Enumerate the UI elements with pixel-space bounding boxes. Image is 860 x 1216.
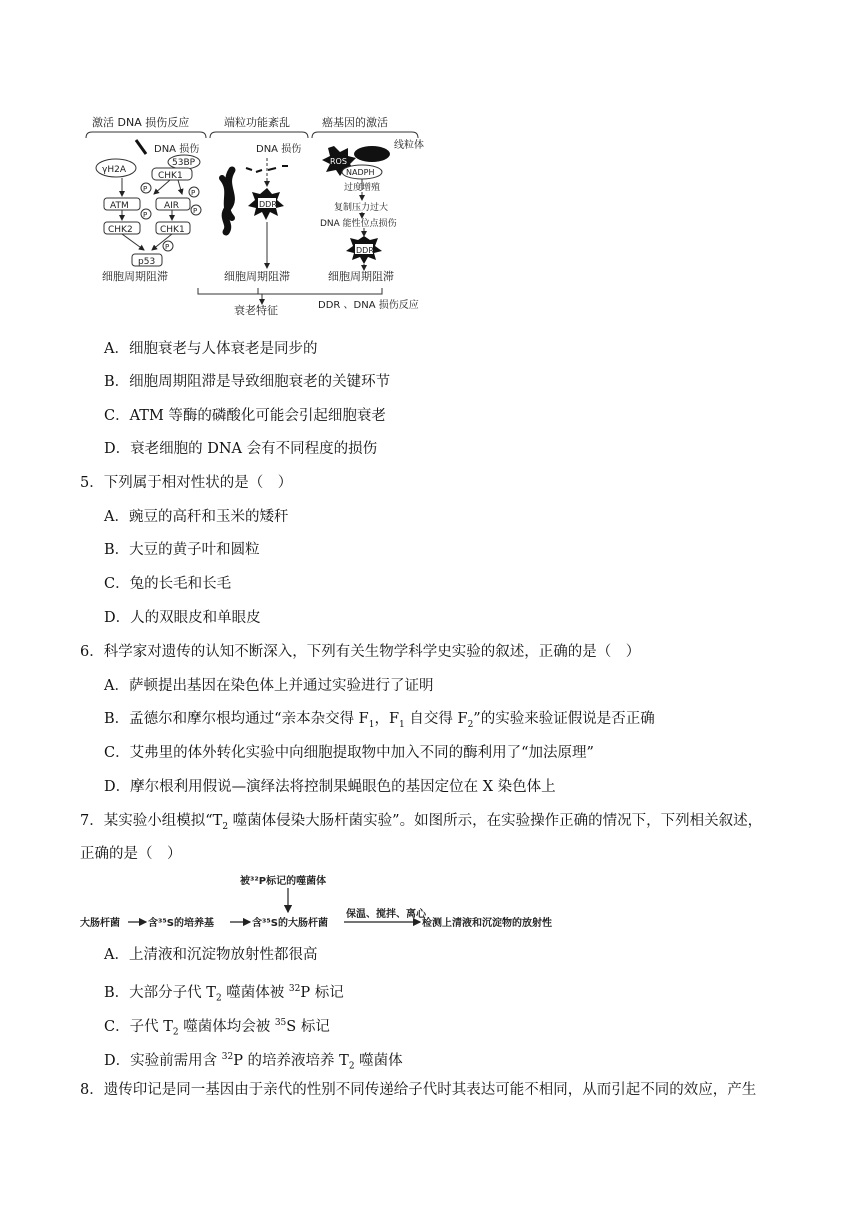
q7-d-text: 噬菌体 — [354, 1052, 403, 1069]
q4-option-c[interactable]: C．ATM 等酶的磷酸化可能会引起细胞衰老 — [104, 408, 386, 424]
q5-option-c[interactable]: C．兔的长毛和长毛 — [104, 576, 232, 592]
node-chk1-top: CHK1 — [158, 171, 183, 181]
q7-option-b[interactable] — [104, 979, 344, 1009]
q7-stem-sub: 2 — [222, 821, 229, 832]
header-telomere: 端粒功能紊乱 — [224, 116, 290, 129]
q6-option-d[interactable]: D．摩尔根利用假说—演绎法将控制果蝇眼色的基因定位在 X 染色体上 — [104, 779, 556, 795]
phospho-5: P — [165, 243, 170, 251]
phage-experiment-figure — [80, 872, 620, 932]
header-dna-damage-response: 激活 DNA 损伤反应 — [92, 116, 190, 129]
q5-option-b[interactable]: B．大豆的黄子叶和圆粒 — [104, 542, 260, 558]
middle-dna-damage-label: DNA 损伤 — [256, 144, 302, 155]
node-atm: ATM — [110, 201, 129, 211]
q7-b-sup: 32 — [288, 984, 301, 994]
q7-c-text: 噬菌体均会被 — [178, 1018, 275, 1035]
q7-stem-line2: 正确的是（ ） — [80, 846, 182, 862]
node-53bp: 53BP — [172, 158, 196, 168]
q4-option-d[interactable]: D．衰老细胞的 DNA 会有不同程度的损伤 — [104, 441, 378, 457]
q6-b-text: 自交得 F — [404, 711, 468, 727]
q7-option-d[interactable] — [104, 1047, 403, 1077]
node-chk1-bottom: CHK1 — [160, 225, 185, 235]
right-step-3: DNA 能性位点损伤 — [320, 219, 397, 229]
q4-option-a[interactable]: A．细胞衰老与人体衰老是同步的 — [104, 341, 318, 357]
q7-b-text: 噬菌体被 — [221, 984, 289, 1001]
q7-d-text: D．实验前需用含 — [104, 1052, 222, 1069]
q6-b-text: ”的实验来验证假说是否正确 — [473, 711, 655, 727]
middle-outcome: 细胞周期阻滞 — [224, 270, 290, 283]
q7-b-text: B．大部分子代 T — [104, 984, 216, 1001]
q7-b-sub: 2 — [215, 993, 222, 1004]
q7-b-text: P 标记 — [300, 984, 344, 1001]
flow-labeled-ecoli: 含³⁵S的大肠杆菌 — [252, 918, 328, 929]
senescence-pathway-figure — [82, 108, 430, 318]
q7-option-a[interactable]: A．上清液和沉淀物放射性都很高 — [104, 947, 318, 963]
phospho-2: P — [191, 189, 196, 197]
header-oncogene: 癌基因的激活 — [322, 116, 388, 129]
q7-stem — [80, 811, 762, 837]
q5-stem: 5．下列属于相对性状的是（ ） — [80, 475, 293, 491]
q7-stem-text: 噬菌体侵染大肠杆菌实验”。如图所示，在实验操作正确的情况下，下列相关叙述， — [228, 813, 763, 829]
q7-d-sub: 2 — [348, 1061, 355, 1072]
phospho-3: P — [143, 211, 148, 219]
q7-c-text: S 标记 — [286, 1018, 330, 1035]
q6-b-sub: 1 — [399, 719, 405, 730]
q7-c-sub: 2 — [172, 1027, 179, 1038]
q7-c-text: C．子代 T — [104, 1018, 173, 1035]
flow-ecoli: 大肠杆菌 — [80, 918, 120, 929]
q5-option-a[interactable]: A．豌豆的高秆和玉米的矮秆 — [104, 509, 289, 525]
flow-medium: 含³⁵S的培养基 — [148, 918, 214, 929]
q8-stem: 8．遗传印记是同一基因由于亲代的性别不同传递给子代时其表达可能不相同，从而引起不同的效应，产生 — [80, 1082, 757, 1098]
node-air: AIR — [164, 201, 180, 211]
flow-detect: 检测上清液和沉淀物的放射性 — [422, 918, 552, 929]
middle-ddr: DDR — [259, 200, 277, 209]
phospho-1: P — [143, 185, 148, 193]
q6-option-b[interactable] — [104, 709, 655, 735]
left-outcome: 细胞周期阻滞 — [102, 270, 168, 283]
q6-option-c[interactable]: C．艾弗里的体外转化实验中向细胞提取物中加入不同的酶利用了“加法原理” — [104, 745, 594, 761]
right-ddr: DDR — [356, 246, 374, 255]
node-gh2a: γH2A — [102, 165, 126, 175]
node-chk2: CHK2 — [108, 225, 133, 235]
q7-c-sup: 35 — [274, 1018, 287, 1028]
right-step-1: 过度增殖 — [344, 183, 381, 193]
q6-b-sub: 1 — [368, 719, 375, 730]
left-dna-damage-label: DNA 损伤 — [154, 144, 200, 155]
right-step-2: 复制压力过大 — [334, 203, 389, 213]
q6-b-text: ，F — [374, 711, 400, 727]
q7-option-c[interactable] — [104, 1013, 330, 1043]
q7-d-sup: 32 — [221, 1052, 234, 1062]
final-senescence: 衰老特征 — [234, 304, 278, 317]
q5-option-d[interactable]: D．人的双眼皮和单眼皮 — [104, 610, 261, 626]
phospho-4: P — [193, 207, 198, 215]
flow-arrow-label: 保温、搅拌、离心 — [346, 909, 426, 920]
legend-ddr: DDR 、DNA 损伤反应 — [318, 300, 419, 311]
q6-b-sub: 2 — [467, 719, 474, 730]
q4-option-b[interactable]: B．细胞周期阻滞是导致细胞衰老的关键环节 — [104, 374, 391, 390]
right-mito: 线粒体 — [394, 140, 424, 151]
q6-stem: 6．科学家对遗传的认知不断深入，下列有关生物学科学史实验的叙述，正确的是（ ） — [80, 644, 641, 660]
right-outcome: 细胞周期阻滞 — [328, 270, 394, 283]
right-nadph: NADPH — [346, 168, 375, 177]
q7-d-text: P 的培养液培养 T — [233, 1052, 349, 1069]
right-ros: ROS — [330, 157, 347, 166]
q6-option-a[interactable]: A．萨顿提出基因在染色体上并通过实验进行了证明 — [104, 678, 434, 694]
node-p53: p53 — [138, 257, 156, 267]
q6-b-text: B．孟德尔和摩尔根均通过“亲本杂交得 F — [104, 711, 369, 727]
q7-stem-text: 7．某实验小组模拟“T — [80, 813, 223, 829]
phage-top-label: 被³²P标记的噬菌体 — [240, 876, 327, 887]
